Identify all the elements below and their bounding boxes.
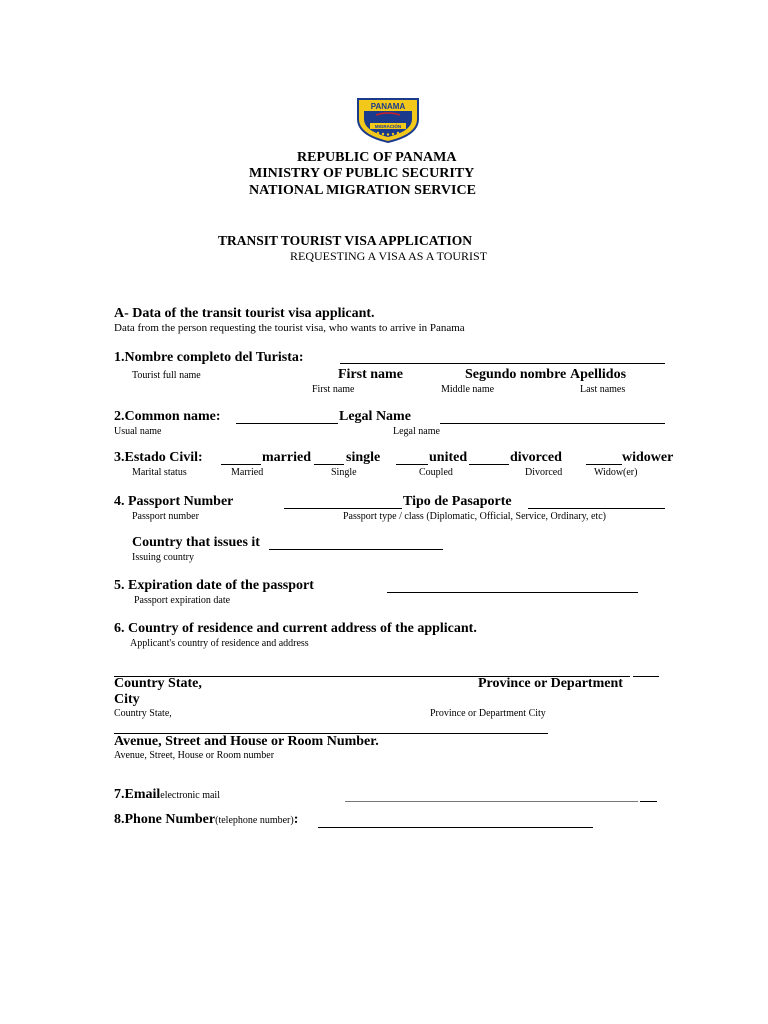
- q7-label: [114, 787, 220, 803]
- logo-bottom-text: MIGRACIÓN: [374, 124, 402, 129]
- q3-united: united: [429, 450, 468, 465]
- q3-label: 3.Estado Civil:: [114, 450, 203, 465]
- q3-widower: widower: [622, 450, 674, 465]
- q3-united-line[interactable]: [396, 464, 428, 465]
- q1-label: 1.Nombre completo del Turista:: [114, 350, 304, 365]
- section-a-description: Data from the person requesting the tourist visa, who wants to arrive in Panama: [114, 322, 465, 334]
- q4-country-label: Country that issues it: [132, 535, 260, 550]
- q8-label: [114, 812, 298, 828]
- section-a-heading: A- Data of the transit tourist visa applicant.: [114, 306, 375, 321]
- q8-phone-label: 8.Phone Number: [114, 812, 216, 827]
- q1-sub: Tourist full name: [132, 370, 201, 381]
- q1-first-name-sub: First name: [312, 384, 355, 395]
- q3-married-line[interactable]: [221, 464, 261, 465]
- q3-married-sub: Married: [231, 467, 264, 478]
- q3-single: single: [346, 450, 381, 465]
- q3-widower-line[interactable]: [586, 464, 622, 465]
- q4-type-sub: Passport type / class (Diplomatic, Official, Service, Ordinary, etc): [343, 511, 606, 522]
- q1-segundo-nombre: Segundo nombre: [465, 367, 567, 382]
- q4-label: 4. Passport Number: [114, 494, 234, 509]
- q6-country-state-sub: Country State,: [114, 708, 172, 719]
- q3-divorced: divorced: [510, 450, 562, 465]
- q2-legal-sub: Legal name: [393, 426, 440, 437]
- q7-email-sub: electronic mail: [160, 790, 220, 801]
- q4-sub: Passport number: [132, 511, 199, 522]
- q8-phone-line[interactable]: [318, 827, 593, 828]
- q8-phone-sub: (telephone number): [215, 815, 294, 826]
- q7-email-label: 7.Email: [114, 787, 161, 802]
- q1-apellidos: Apellidos: [570, 367, 627, 382]
- header-republic: REPUBLIC OF PANAMA: [297, 150, 457, 165]
- q2-label: 2.Common name:: [114, 409, 221, 424]
- header-ministry: MINISTRY OF PUBLIC SECURITY: [249, 166, 475, 181]
- q4-country-sub: Issuing country: [132, 552, 194, 563]
- q2-common-name-line[interactable]: [236, 423, 338, 424]
- q1-first-name: First name: [338, 367, 403, 382]
- q4-passport-number-line[interactable]: [284, 508, 402, 509]
- q6-province: Province or Department: [478, 676, 623, 691]
- q1-middle-name-sub: Middle name: [441, 384, 495, 395]
- q2-legal-name-line[interactable]: [440, 423, 665, 424]
- q1-answer-line[interactable]: [340, 363, 665, 364]
- migration-seal-logo: [356, 97, 420, 143]
- q8-colon: :: [293, 812, 299, 827]
- q3-coupled-sub: Coupled: [419, 467, 453, 478]
- q5-expiration-line[interactable]: [387, 592, 638, 593]
- q5-sub: Passport expiration date: [134, 595, 231, 606]
- q3-divorced-line[interactable]: [469, 464, 509, 465]
- q6-sub: Applicant's country of residence and address: [130, 638, 309, 649]
- q7-email-line[interactable]: [345, 801, 638, 802]
- q4-issuing-country-line[interactable]: [269, 549, 443, 550]
- q4-type-label: Tipo de Pasaporte: [403, 494, 512, 509]
- q1-last-names-sub: Last names: [580, 384, 626, 395]
- q3-single-line[interactable]: [314, 464, 344, 465]
- q6-label: 6. Country of residence and current address of the applicant.: [114, 621, 477, 636]
- q5-label: 5. Expiration date of the passport: [114, 578, 314, 593]
- q2-sub: Usual name: [114, 426, 162, 437]
- q3-sub: Marital status: [132, 467, 187, 478]
- logo-top-text: PANAMA: [370, 102, 406, 111]
- q6-city: City: [114, 692, 140, 707]
- q3-divorced-sub: Divorced: [525, 467, 563, 478]
- header-migration-service: NATIONAL MIGRATION SERVICE: [249, 183, 476, 198]
- q2-legal-label: Legal Name: [339, 409, 411, 424]
- q3-single-sub: Single: [331, 467, 357, 478]
- q6-country-line-tail[interactable]: [633, 676, 659, 677]
- q3-married: married: [262, 450, 311, 465]
- q6-avenue: Avenue, Street and House or Room Number.: [114, 734, 379, 749]
- form-subtitle: REQUESTING A VISA AS A TOURIST: [290, 249, 488, 263]
- q6-country-state: Country State,: [114, 676, 202, 691]
- q3-widow-sub: Widow(er): [594, 467, 638, 478]
- q4-passport-type-line[interactable]: [528, 508, 665, 509]
- form-title: TRANSIT TOURIST VISA APPLICATION: [218, 233, 472, 248]
- q6-avenue-sub: Avenue, Street, House or Room number: [114, 750, 275, 761]
- q7-email-line-tail[interactable]: [640, 801, 657, 802]
- q6-province-sub: Province or Department City: [430, 708, 546, 719]
